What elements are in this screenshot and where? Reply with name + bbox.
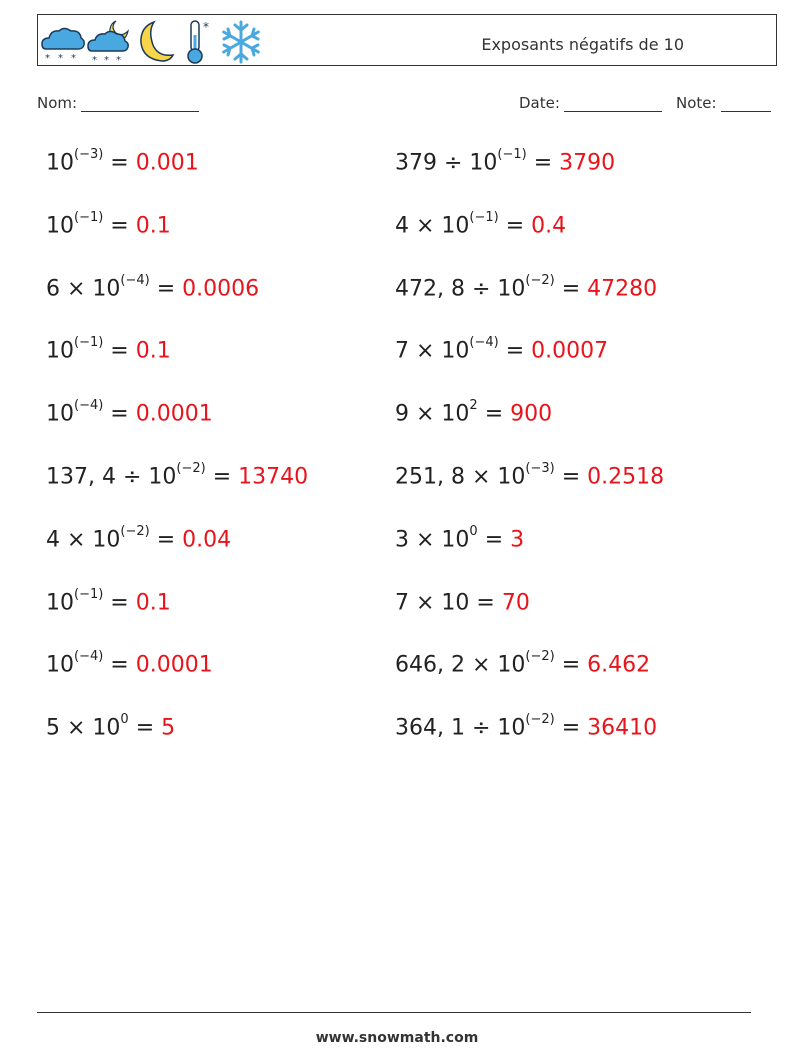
problem-item: $4 \times 10^{(-1)} = 0.4$ <box>395 209 567 239</box>
crescent-moon-icon <box>132 19 176 65</box>
problem-base: 10 <box>441 213 470 239</box>
problem-exponent: 0 <box>469 523 478 539</box>
cold-thermometer-icon <box>180 19 216 65</box>
problem-item: $10^{(-4)} = 0.0001$ <box>46 398 213 427</box>
problem-item: $10^{(-1)} = 0.1$ <box>46 209 171 239</box>
problem-answer: 0.2518 <box>587 464 665 490</box>
problem-base: 10 <box>46 150 74 176</box>
problem-exponent: (−3) <box>525 461 555 476</box>
problem-item: 251, $8 \times 10^{(-3)} = 0.2518$ <box>395 461 665 490</box>
name-field <box>37 94 199 112</box>
problem-exponent: (−1) <box>469 209 499 225</box>
problem-item: 7 × 10 = 70 <box>395 589 530 615</box>
problem-exponent: (−2) <box>525 272 555 288</box>
problem-answer: 0.001 <box>135 150 199 176</box>
problem-exponent: (−1) <box>74 586 104 602</box>
problem-item: 137, $4 \div 10^{(-2)} = 13740$ <box>46 461 309 490</box>
problem-lead: 364, 1 ÷ <box>395 715 498 741</box>
problem-base: 10 <box>46 652 74 678</box>
problem-lead: 379 ÷ <box>395 150 470 176</box>
problem-answer: 13740 <box>238 464 309 490</box>
problem-exponent: (−4) <box>469 335 499 351</box>
date-blank[interactable] <box>564 95 662 112</box>
svg-text:*: * <box>116 55 121 65</box>
problem-exponent: 0 <box>120 712 129 728</box>
problem-item: $5 \times 10^0 = 5$ <box>46 712 176 741</box>
problem-exponent: 2 <box>469 398 478 414</box>
problem-lead: 472, 8 ÷ <box>395 275 498 301</box>
problem-base: 10 <box>92 527 121 553</box>
problem-answer: 0.1 <box>135 213 171 239</box>
name-label: Nom: <box>37 94 78 112</box>
note-label: Note: <box>676 94 717 112</box>
problem-answer: 3 <box>510 527 525 553</box>
problem-base: 10 <box>148 464 177 490</box>
problem-item: 364, $1 \div 10^{(-2)} = 36410$ <box>395 712 658 741</box>
problem-answer: 36410 <box>587 715 658 741</box>
problem-exponent: (−2) <box>176 461 206 476</box>
problem-item: $10^{(-1)} = 0.1$ <box>46 586 171 615</box>
svg-text:*: * <box>71 53 76 64</box>
footer-website: www.snowmath.com <box>315 1030 479 1046</box>
problem-base: 10 <box>46 589 74 615</box>
problem-answer: 0.4 <box>531 213 567 239</box>
problem-answer: 47280 <box>587 275 658 301</box>
problem-lead: 251, 8 × <box>395 464 498 490</box>
svg-text:*: * <box>104 55 109 65</box>
problem-base: 10 <box>92 715 121 741</box>
problem-lead: 3 × <box>395 527 442 553</box>
problem-lead: 7 × <box>395 589 442 615</box>
night-snow-cloud-icon <box>86 19 132 65</box>
svg-text:*: * <box>92 55 97 65</box>
name-blank[interactable] <box>81 95 199 112</box>
problem-exponent: (−3) <box>74 147 104 162</box>
problem-answer: 0.1 <box>135 338 171 364</box>
problem-lead: 5 × <box>46 715 93 741</box>
svg-text:*: * <box>203 20 209 34</box>
problem-item: $10^{(-3)} = 0.001$ <box>46 147 199 176</box>
problem-item: $379 \div 10^{(-1)} = 3790$ <box>395 147 616 176</box>
svg-text:*: * <box>58 53 63 64</box>
problem-exponent: (−1) <box>74 335 104 351</box>
problem-exponent: (−2) <box>525 712 555 728</box>
problem-base: 10 <box>497 652 526 678</box>
problem-exponent: (−4) <box>120 272 150 288</box>
problem-item: $6 \times 10^{(-4)} = 0.0006$ <box>46 272 260 301</box>
problem-base: 10 <box>46 338 74 364</box>
worksheet-header <box>37 14 777 66</box>
problem-exponent: (−1) <box>74 209 104 225</box>
problem-answer: 0.0001 <box>135 401 213 427</box>
problem-answer: 3790 <box>559 150 616 176</box>
problem-base: 10 <box>46 401 74 427</box>
problem-item: $9 \times 10^2 = 900$ <box>395 398 553 427</box>
problem-answer: 70 <box>501 589 530 615</box>
problem-lead: 4 × <box>46 527 93 553</box>
snow-cloud-icon <box>40 19 86 65</box>
problem-lead: 646, 2 × <box>395 652 498 678</box>
problem-lead: 9 × <box>395 401 442 427</box>
problem-answer: 0.0006 <box>182 275 260 301</box>
problem-base: 10 <box>441 338 470 364</box>
problem-exponent: (−1) <box>497 147 527 162</box>
date-field <box>519 94 662 112</box>
problem-item: $10^{(-1)} = 0.1$ <box>46 335 171 364</box>
problem-lead: 137, 4 ÷ <box>46 464 149 490</box>
note-field <box>676 94 771 112</box>
problem-base: 10 <box>46 213 74 239</box>
problem-base: 10 <box>497 715 526 741</box>
problem-base: 10 <box>497 275 526 301</box>
problem-exponent: (−4) <box>74 649 104 665</box>
problem-exponent: (−2) <box>120 523 150 539</box>
problem-base: 10 <box>497 464 526 490</box>
problem-item: 472, $8 \div 10^{(-2)} = 47280$ <box>395 272 658 301</box>
date-label: Date: <box>519 94 560 112</box>
footer-divider <box>37 1012 751 1013</box>
problem-item: $4 \times 10^{(-2)} = 0.04$ <box>46 523 232 553</box>
svg-text:*: * <box>45 53 50 64</box>
problem-exponent: (−2) <box>525 649 555 665</box>
problem-base: 10 <box>441 527 470 553</box>
problem-base: 10 <box>92 275 121 301</box>
problem-item: 646, $2 \times 10^{(-2)} = 6.462$ <box>395 649 651 678</box>
problem-answer: 0.1 <box>135 589 171 615</box>
problem-lead: 7 × <box>395 338 442 364</box>
problem-item: $10^{(-4)} = 0.0001$ <box>46 649 213 678</box>
problem-lead: 6 × <box>46 275 93 301</box>
problem-answer: 0.0007 <box>531 338 609 364</box>
problem-answer: 900 <box>510 401 553 427</box>
problem-answer: 5 <box>161 715 176 741</box>
note-blank[interactable] <box>721 95 771 112</box>
problem-answer: 6.462 <box>587 652 651 678</box>
problem-exponent: (−4) <box>74 398 104 414</box>
problem-base: 10 <box>441 401 470 427</box>
snowflake-icon <box>218 19 264 65</box>
problem-item: $3 \times 10^0 = 3$ <box>395 523 525 553</box>
problem-lead: 4 × <box>395 213 442 239</box>
worksheet-title: Exposants négatifs de 10 <box>481 35 684 54</box>
problem-answer: 0.0001 <box>135 652 213 678</box>
problem-item: $7 \times 10^{(-4)} = 0.0007$ <box>395 335 609 364</box>
problem-base: 10 <box>469 150 498 176</box>
problem-answer: 0.04 <box>182 527 232 553</box>
problem-base: 10 <box>441 589 470 615</box>
